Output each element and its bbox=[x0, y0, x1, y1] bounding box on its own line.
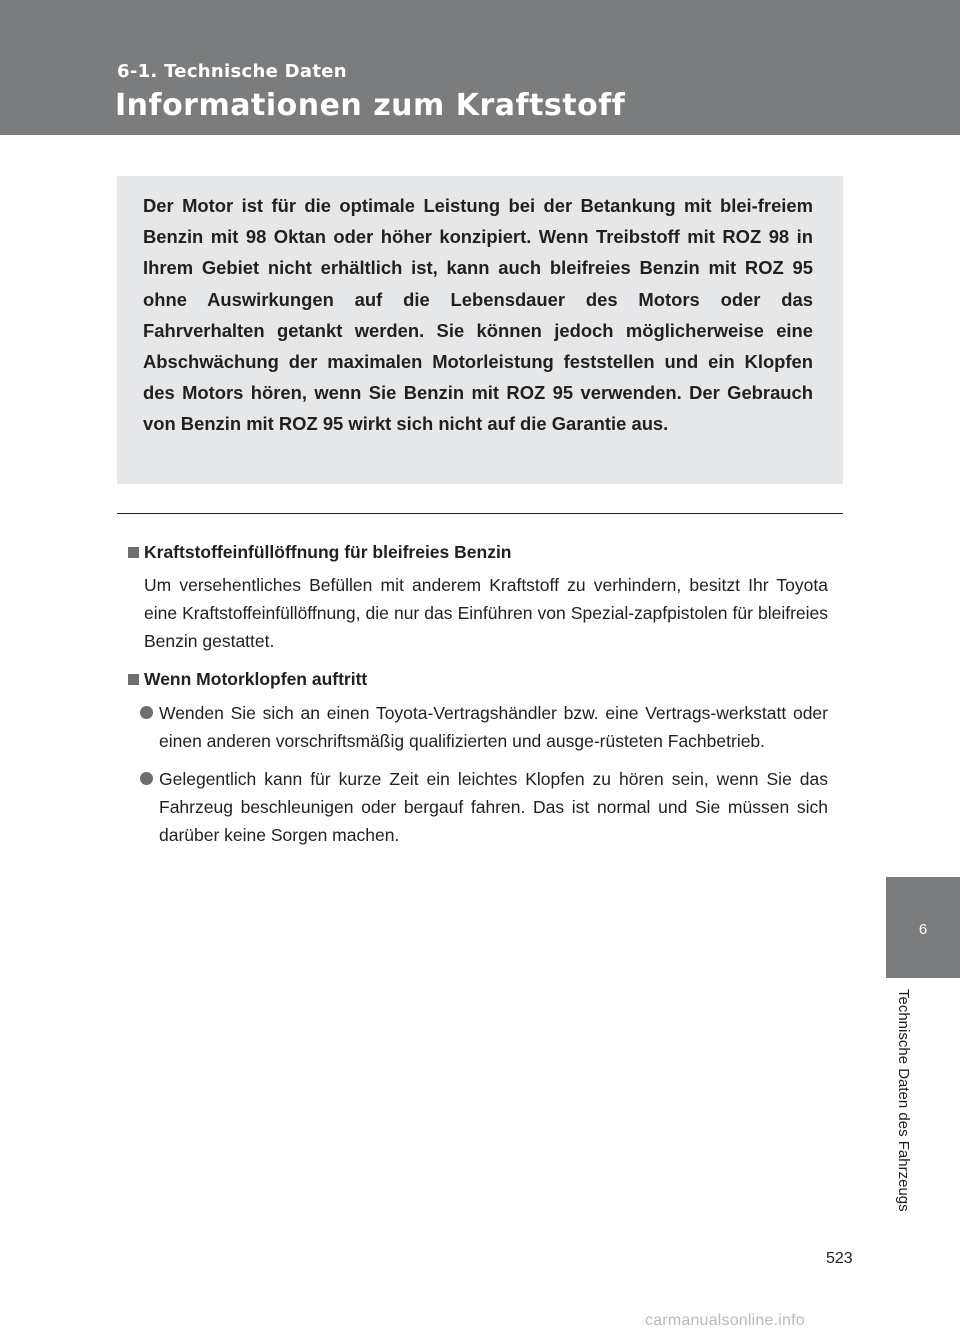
list-item bbox=[140, 765, 828, 849]
section-heading-text: Wenn Motorklopfen auftritt bbox=[144, 669, 368, 689]
square-bullet-icon bbox=[128, 674, 139, 685]
square-bullet-icon bbox=[128, 547, 139, 558]
intro-box bbox=[117, 176, 843, 484]
page-header bbox=[0, 0, 960, 135]
intro-text: Der Motor ist für die optimale Leistung bei der Betankung mit blei-freiem Benzin mit 98 Oktan oder höher konzipiert. Wenn Treibstoff mit ROZ 98 in Ihrem Gebiet nicht erhältlich ist, kann auch bleifreies Benzin mit ROZ 95 ohne Auswirkungen auf die Lebensdauer des Motors oder das Fahrverhalten getankt werden. Sie können jedoch möglicherweise eine Abschwächung der maximalen Motorleistung feststellen und ein Klopfen des Motors hören, wenn Sie Benzin mit ROZ 95 verwenden. Der Gebrauch von Benzin mit ROZ 95 wirkt sich nicht auf die Garantie aus. bbox=[143, 195, 813, 435]
section-heading bbox=[128, 667, 828, 691]
watermark: carmanualsonline.info bbox=[645, 1312, 805, 1329]
chapter-label: Technische Daten des Fahrzeugs bbox=[895, 989, 912, 1212]
list-item-text: Wenden Sie sich an einen Toyota-Vertragshändler bzw. eine Vertrags-werkstatt oder einen anderen vorschriftsmäßig qualifizierten und ausge-rüsteten Fachbetrieb. bbox=[159, 703, 828, 751]
section-heading bbox=[128, 540, 828, 564]
page-number: 523 bbox=[826, 1250, 853, 1267]
chapter-tab bbox=[886, 877, 960, 978]
section-heading-text: Kraftstoffeinfüllöffnung für bleifreies Benzin bbox=[144, 542, 512, 562]
page-title: Informationen zum Kraftstoff bbox=[115, 88, 626, 123]
chapter-number: 6 bbox=[918, 921, 928, 938]
circle-bullet-icon bbox=[140, 706, 153, 719]
section-divider bbox=[117, 513, 843, 514]
section-paragraph: Um versehentliches Befüllen mit anderem Kraftstoff zu verhindern, besitzt Ihr Toyota eine Kraftstoffeinfüllöffnung, die nur das Einführen von Spezial-zapfpistolen für bleifreies Benzin gestattet. bbox=[144, 575, 828, 651]
subsection-label: 6-1. Technische Daten bbox=[117, 61, 347, 82]
list-item-text: Gelegentlich kann für kurze Zeit ein leichtes Klopfen zu hören sein, wenn Sie das Fahrzeug beschleunigen oder bergauf fahren. Das ist normal und Sie müssen sich darüber keine Sorgen machen. bbox=[159, 769, 828, 845]
section-fuel-filler bbox=[128, 540, 828, 655]
list-item bbox=[140, 699, 828, 755]
section-engine-knocking bbox=[128, 667, 828, 849]
circle-bullet-icon bbox=[140, 772, 153, 785]
main-content bbox=[128, 540, 828, 849]
